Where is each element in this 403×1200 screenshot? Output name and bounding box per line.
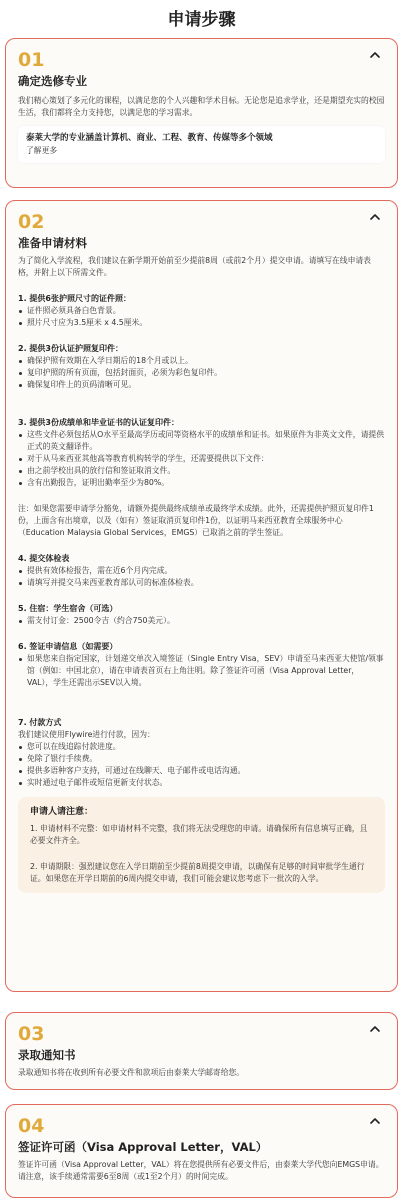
notice-incomplete: 1. 申请材料不完整：如申请材料不完整，我们将无法受理您的申请。请确保所有信息填写正确，且必要文件齐全。	[30, 824, 368, 845]
list-item: 复印护照的所有页面，包括封面页，必须为彩色复印件。	[18, 367, 385, 379]
list-item: 需支付订金：2500令吉（约合750美元）。	[18, 615, 385, 627]
list-item: 照片尺寸应为3.5厘米 x 4.5厘米。	[18, 317, 385, 329]
page-title: 申请步骤	[167, 10, 236, 30]
list-item: 您可以在线追踪付款进度。	[18, 741, 385, 753]
step-card-03[interactable]	[5, 1012, 398, 1090]
section-photo-list	[18, 305, 385, 329]
step-description: 我们精心策划了多元化的课程，以满足您的个人兴趣和学术目标。无论您是追求学业，还是期望充实的校园生活，我们都将全力支持您，以满足您的学习需求。	[18, 96, 385, 117]
step-number: 03	[18, 1023, 45, 1045]
highlight-text: 泰莱大学的专业涵盖计算机、商业、工程、教育、传媒等多个领域	[26, 133, 273, 143]
section-medical-list	[18, 565, 385, 589]
list-item: 这些文件必须包括从O水平至最高学历或同等资格水平的成绩单和证书。如果原件为非英文文件，请提供正式的英文翻译件。	[18, 429, 385, 453]
step-description: 签证许可函（Visa Approval Letter，VAL）将在您提供所有必要文件后，由泰莱大学代您向EMGS申请。请注意，该手续通常需要6至8周（或1至2个月）的时间完成。	[18, 1160, 384, 1181]
list-item: 免除了银行手续费。	[18, 753, 385, 765]
list-item: 确保护照有效期在入学日期后的18个月或以上。	[18, 355, 385, 367]
step-card-04[interactable]	[5, 1104, 398, 1198]
section-transcript-list	[18, 429, 385, 489]
chevron-up-icon[interactable]	[369, 1115, 381, 1127]
list-item: 对于从马来西亚其他高等教育机构转学的学生，还需要提供以下文件：	[18, 453, 385, 465]
learn-more-link[interactable]: 了解更多	[26, 146, 58, 155]
section-payment-list	[18, 741, 385, 789]
applicant-notice-box	[18, 797, 385, 893]
section-payment-title: 7. 付款方式	[18, 718, 62, 727]
step-title: 准备申请材料	[18, 236, 87, 250]
step-title: 确定选修专业	[18, 74, 87, 88]
step-description: 录取通知书将在收到所有必要文件和款项后由泰莱大学邮寄给您。	[18, 1068, 245, 1077]
major-highlight-box	[18, 126, 385, 163]
list-item: 确保复印件上的页码清晰可见。	[18, 379, 385, 391]
list-item: 提供多语种客户支持，可通过在线聊天、电子邮件或电话沟通。	[18, 765, 385, 777]
step-number: 01	[18, 49, 45, 71]
step-number: 04	[18, 1115, 45, 1137]
step-title: 录取通知书	[18, 1048, 76, 1062]
section-housing-title: 5. 住宿：学生宿舍（可选）	[18, 604, 118, 613]
section-photo-title: 1. 提供6张护照尺寸的证件照：	[18, 294, 131, 303]
step-intro: 为了简化入学流程，我们建议在新学期开始前至少提前8周（或前2个月）提交申请。请填写在线申请表格，并附上以下所需文件。	[18, 256, 371, 277]
section-visa-title: 6. 签证申请信息（如需要）	[18, 642, 118, 651]
section-passport-list	[18, 355, 385, 391]
list-item: 如果您来自指定国家，计划递交单次入境签证（Single Entry Visa，SEV）申请至马来西亚大使馆/领事馆（例如：中国北京），请在申请表首页右上角注明。除了签证许可函（Visa Approval Letter，VAL），学生还需出示SEV以入境。	[18, 653, 385, 689]
step-card-01[interactable]	[5, 38, 398, 188]
list-item: 实时通过电子邮件或短信更新支付状态。	[18, 777, 385, 789]
step-title: 签证许可函（Visa Approval Letter，VAL）	[18, 1140, 268, 1154]
list-item: 证件照必须具备白色背景。	[18, 305, 385, 317]
payment-intro: 我们建议使用Flywire进行付款，因为：	[18, 730, 155, 739]
notice-title: 申请人请注意：	[30, 807, 94, 817]
step-card-02[interactable]	[5, 200, 398, 992]
list-item: 请填写并提交马来西亚教育部认可的标准体检表。	[18, 577, 385, 589]
notice-deadline: 2. 申请期限：强烈建议您在入学日期前至少提前8周提交申请，以确保有足够的时间审批学生通行证。如果您在开学日期前的6周内提交申请，我们可能会建议您考虑下一批次的入学。	[30, 862, 365, 883]
chevron-up-icon[interactable]	[369, 49, 381, 61]
section-visa-list	[18, 653, 385, 689]
list-item: 含有出勤报告，证明出勤率至少为80%。	[18, 477, 385, 489]
section-medical-title: 4. 提交体检表	[18, 554, 70, 563]
chevron-up-icon[interactable]	[369, 211, 381, 223]
credit-exemption-note: 注：如果您需要申请学分豁免，请额外提供最终成绩单或最终学术成绩。此外，还需提供护照页复印件1份，上面含有出境章，以及（如有）签证取消页复印件1份，以证明马来西亚教育全球服务中心（Education Malaysia Global Services，EMGS）已取消之前的学生签证。	[18, 504, 374, 537]
section-passport-title: 2. 提供3份认证护照复印件：	[18, 344, 123, 353]
chevron-up-icon[interactable]	[369, 1023, 381, 1035]
list-item: 由之前学校出具的放行信和签证取消文件。	[18, 465, 385, 477]
step-number: 02	[18, 211, 45, 233]
list-item: 提供有效体检报告，需在近6个月内完成。	[18, 565, 385, 577]
section-transcript-title: 3. 提供3份成绩单和毕业证书的认证复印件：	[18, 418, 179, 427]
section-housing-list	[18, 615, 385, 627]
